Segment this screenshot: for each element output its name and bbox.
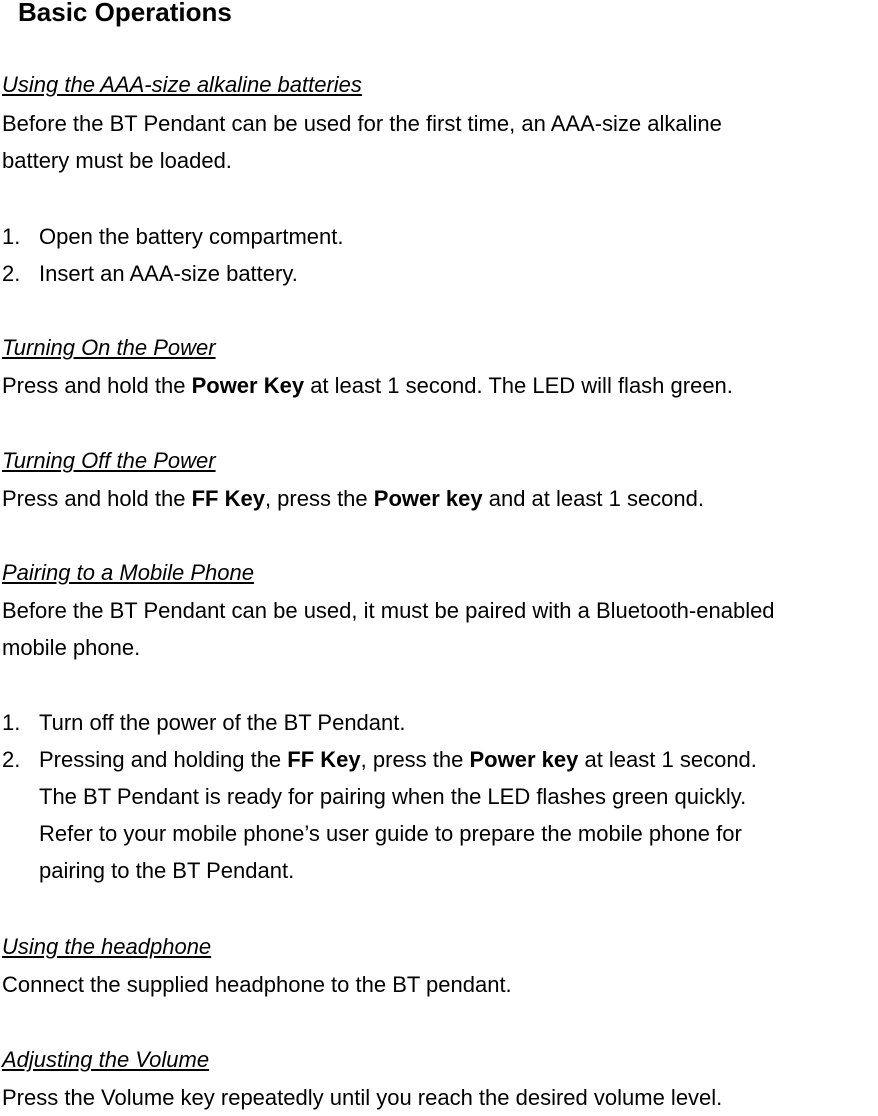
step-text — [2, 741, 757, 778]
text-span: and at least 1 second. — [482, 486, 704, 511]
power-key-label: Power key — [469, 747, 579, 772]
text-span: Press and hold the — [2, 373, 192, 398]
batteries-steps — [2, 218, 344, 292]
ff-key-label: FF Key — [287, 747, 361, 772]
step-text: Open the battery compartment. — [39, 224, 344, 249]
step-number: 1. — [2, 224, 21, 249]
list-item — [2, 741, 757, 778]
power-on-text — [2, 367, 733, 404]
text-span: Pressing and holding the — [39, 747, 288, 772]
batteries-para-line2: battery must be loaded. — [2, 148, 232, 173]
pairing-para-line2: mobile phone. — [2, 635, 141, 660]
pairing-heading: Pairing to a Mobile Phone — [2, 560, 254, 585]
power-off-text — [2, 480, 704, 517]
step-text: pairing to the BT Pendant. — [39, 858, 295, 883]
page-title: Basic Operations — [18, 0, 232, 27]
text-span: , press the — [264, 486, 374, 511]
batteries-para-line1: Before the BT Pendant can be used for the first time, an AAA-size alkaline — [2, 111, 722, 136]
headphone-heading: Using the headphone — [2, 934, 212, 959]
list-item — [2, 218, 344, 255]
volume-heading: Adjusting the Volume — [2, 1047, 210, 1072]
text-span: , press the — [360, 747, 470, 772]
batteries-heading: Using the AAA-size alkaline batteries — [2, 72, 362, 97]
power-off-heading: Turning Off the Power — [2, 448, 216, 473]
text-span: Press and hold the — [2, 486, 192, 511]
step-text: The BT Pendant is ready for pairing when the LED flashes green quickly. — [39, 784, 747, 809]
volume-text: Press the Volume key repeatedly until you reach the desired volume level. — [2, 1085, 723, 1110]
step-number: 1. — [2, 710, 21, 735]
list-item — [2, 255, 344, 292]
step-number: 2. — [2, 261, 21, 286]
text-span: at least 1 second. The LED will flash green. — [304, 373, 733, 398]
power-key-label: Power Key — [191, 373, 305, 398]
power-key-label: Power key — [373, 486, 483, 511]
headphone-text: Connect the supplied headphone to the BT pendant. — [2, 972, 512, 997]
text-span: at least 1 second. — [578, 747, 757, 772]
pairing-steps — [2, 704, 757, 889]
list-item-continuation — [2, 815, 757, 852]
pairing-para-line1: Before the BT Pendant can be used, it must be paired with a Bluetooth-enabled — [2, 598, 775, 623]
step-text: Refer to your mobile phone’s user guide to prepare the mobile phone for — [39, 821, 742, 846]
list-item-continuation — [2, 778, 757, 815]
pairing-paragraph — [2, 592, 775, 666]
list-item — [2, 704, 757, 741]
step-text: Turn off the power of the BT Pendant. — [39, 710, 406, 735]
step-text: Insert an AAA-size battery. — [39, 261, 298, 286]
power-on-heading: Turning On the Power — [2, 335, 216, 360]
batteries-paragraph — [2, 105, 722, 179]
ff-key-label: FF Key — [191, 486, 265, 511]
step-number: 2. — [2, 747, 21, 772]
list-item-continuation — [2, 852, 757, 889]
